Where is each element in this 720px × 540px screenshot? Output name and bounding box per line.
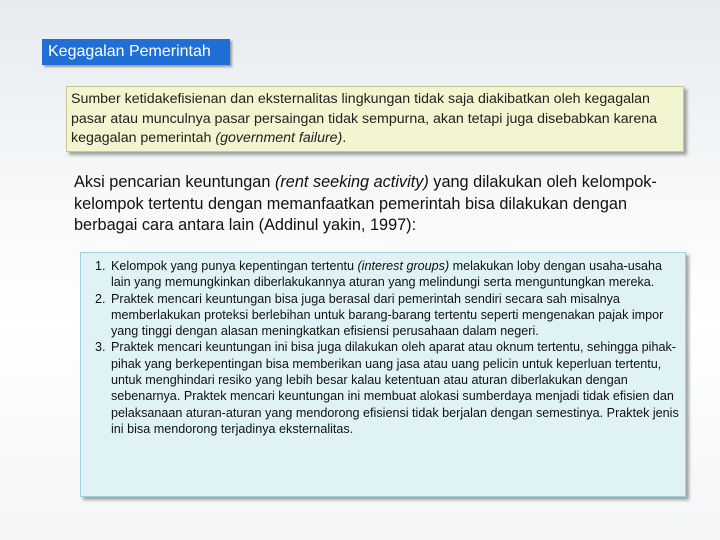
numbered-list (87, 258, 679, 437)
list-item-italic: (interest groups) (357, 259, 450, 273)
rent-seeking-paragraph (74, 172, 694, 237)
list-item (109, 339, 679, 437)
slide-title: Kegagalan Pemerintah (42, 39, 230, 65)
list-item-text: Kelompok yang punya kepentingan tertentu (111, 259, 358, 273)
intro-text-italic: (government failure) (215, 130, 343, 146)
rent-seeking-text: Aksi pencarian keuntungan (74, 173, 275, 191)
list-item-text-end: melakukan loby dengan usaha-usaha lain yang memungkinkan diberlakukannya aturan yang melindungi serta menguntungkan mereka. (111, 259, 663, 290)
intro-text: Sumber ketidakefisienan dan eksternalitas lingkungan tidak saja diakibatkan oleh kegagalan pasar atau munculnya pasar persaingan tidak sempurna, akan tetapi juga disebabkan karena kegagalan pemerintah (71, 91, 658, 146)
list-item-text: Praktek mencari keuntungan bisa juga berasal dari pemerintah sendiri secara sah misalnya memberlakukan proteksi berlebihan untuk barang-barang tertentu seperti mengenakan pajak impor yang tinggi dengan alasan meningkatkan efisiensi perusahaan dalam negeri. (111, 291, 664, 339)
list-item-text: Praktek mencari keuntungan ini bisa juga dilakukan oleh aparat atau oknum tertentu, sehingga pihak-pihak yang berkepentingan bisa memberikan uang jasa atau uang pelicin untuk keperluan tertentu, untuk menghindari resiko yang lebih besar kalau ketentuan atau aturan diberlakukan dengan sebenarnya. Praktek mencari keuntungan ini membuat alokasi sumberdaya menjadi tidak efisien dan pelaksanaan aturan-aturan yang mendorong efisiensi tidak berjalan dengan semestinya. Praktek jenis ini bisa mendorong terjadinya eksternalitas. (111, 340, 679, 436)
rent-seeking-italic: (rent seeking activity) (274, 173, 429, 191)
list-item (109, 291, 679, 340)
list-item (109, 258, 679, 291)
intro-text-end: . (342, 130, 347, 146)
intro-text-box (66, 86, 684, 152)
list-box (80, 252, 686, 497)
rent-seeking-text-end: yang dilakukan oleh kelompok-kelompok tertentu dengan memanfaatkan pemerintah bisa dilakukan dengan berbagai cara antara lain (Addinul yakin, 1997): (74, 173, 657, 234)
